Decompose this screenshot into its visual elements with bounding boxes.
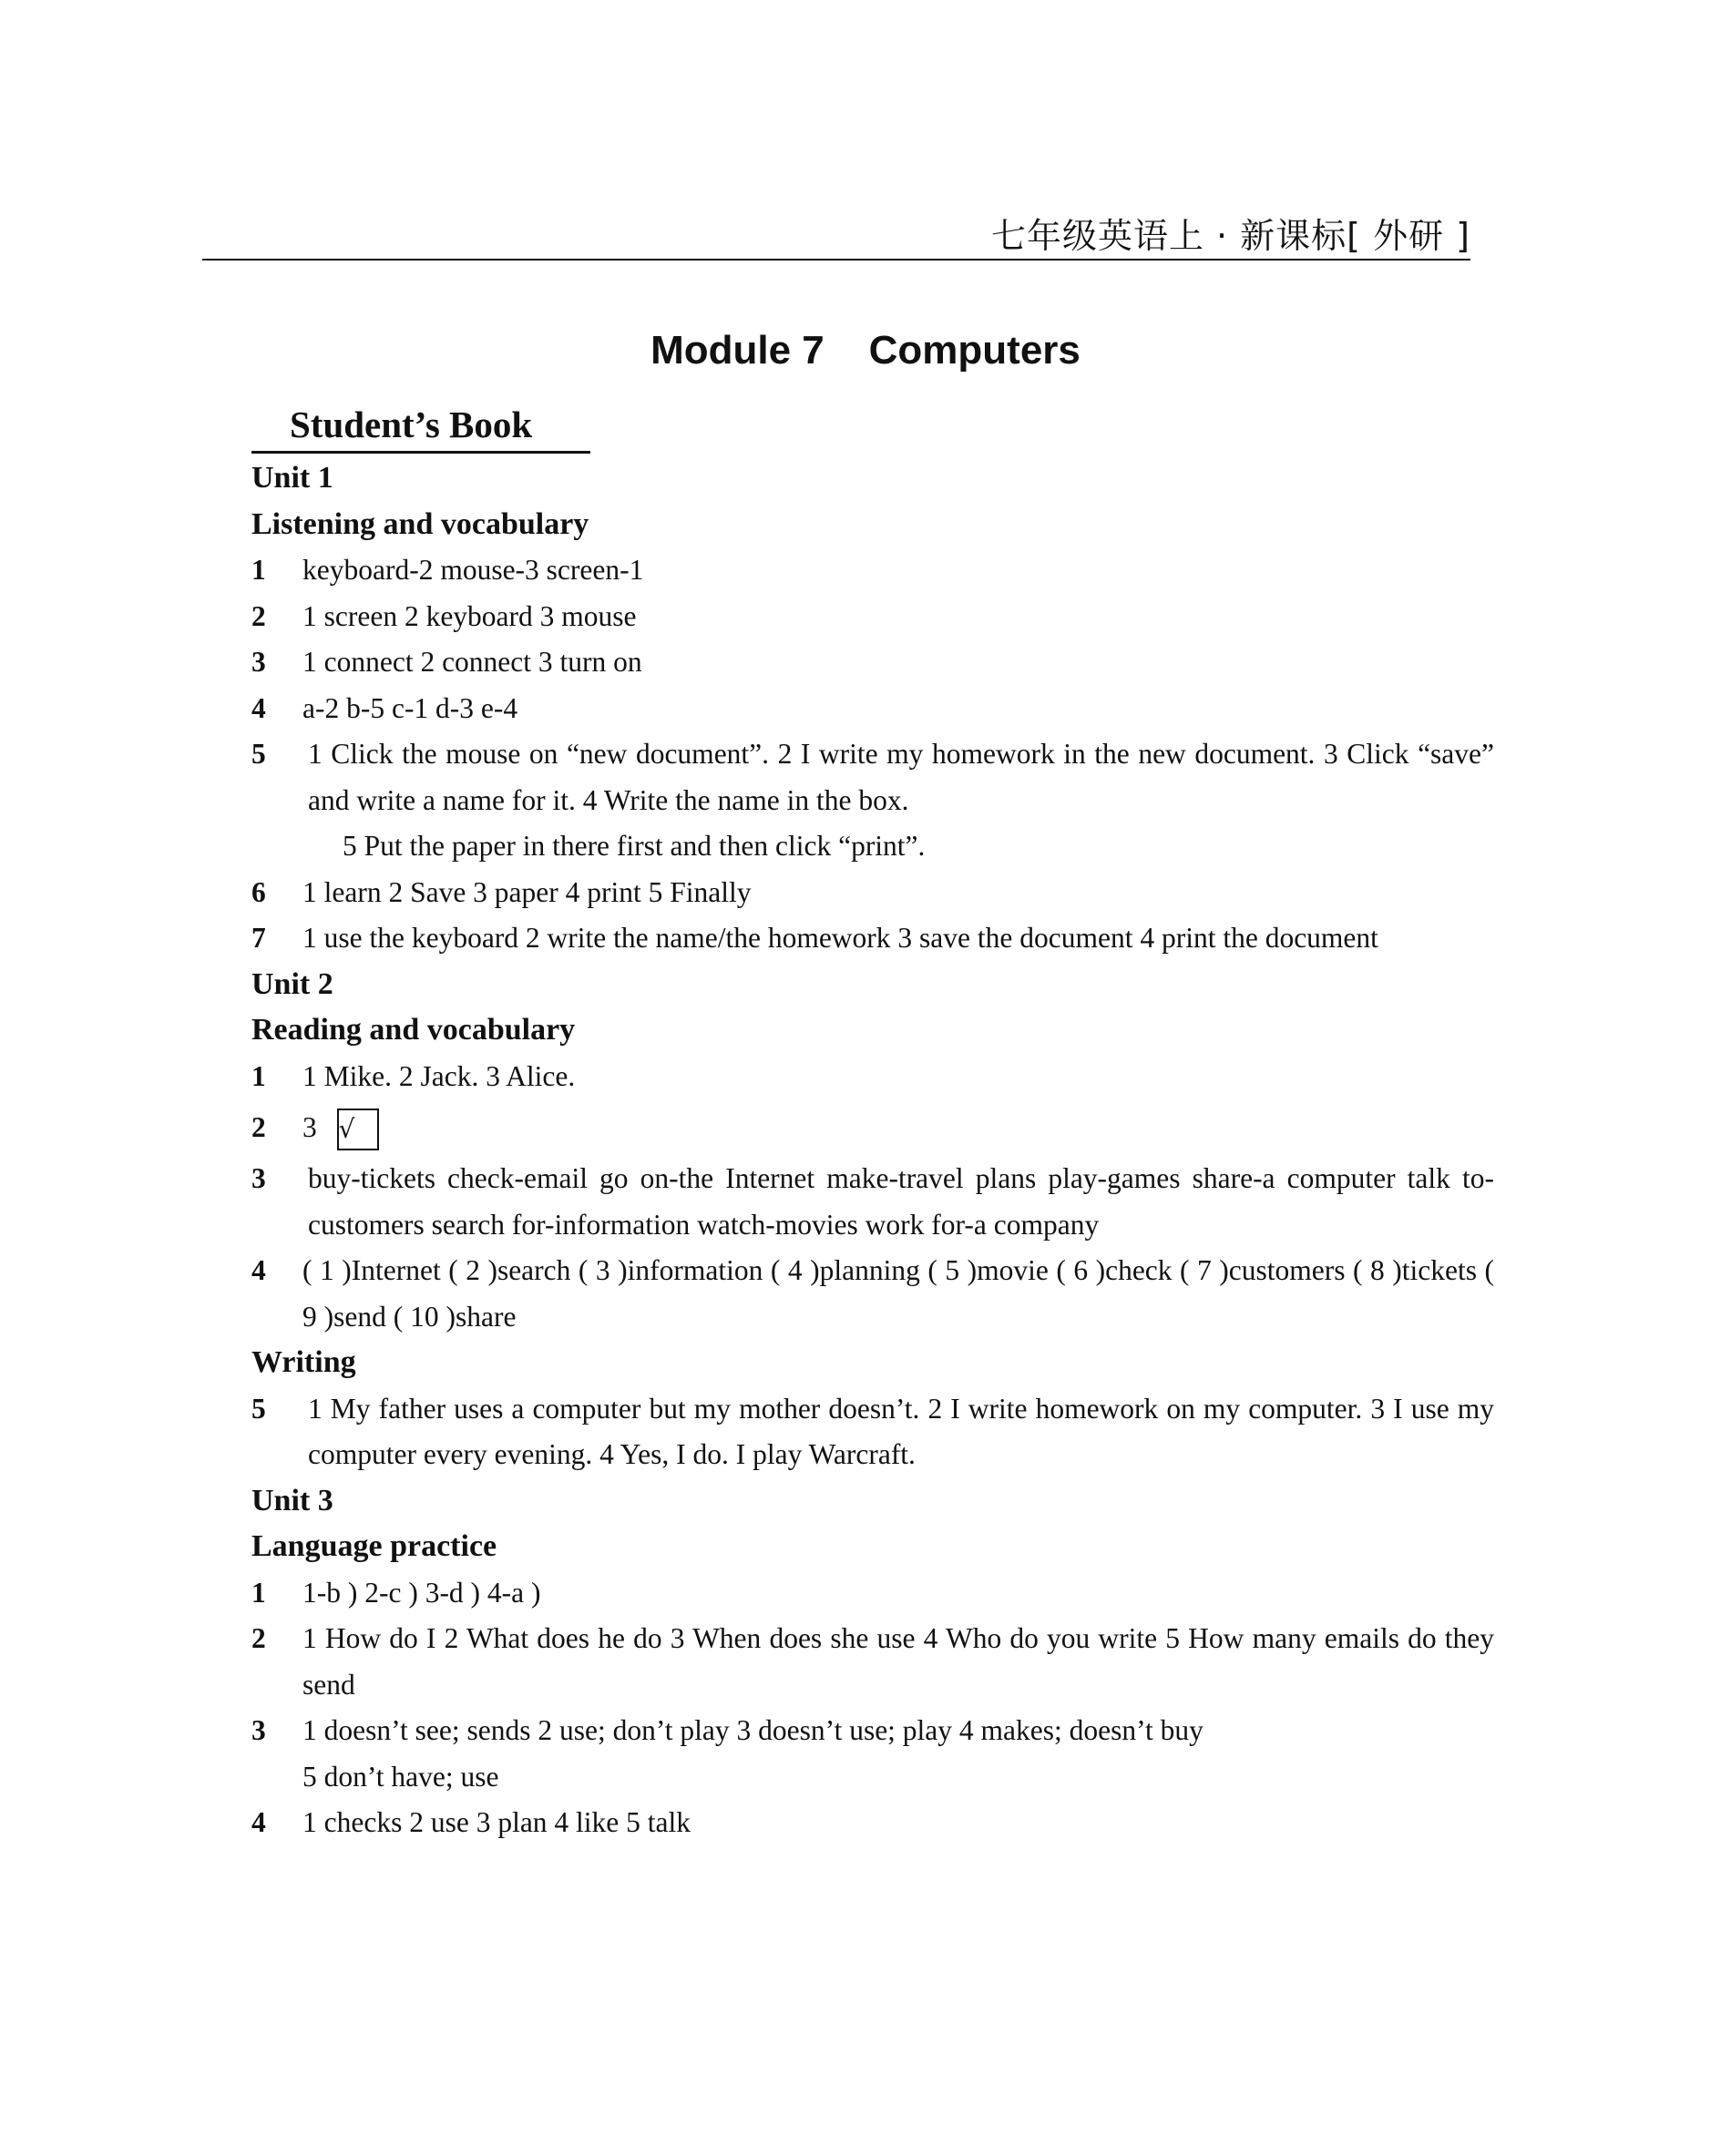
item-answer: 1 connect 2 connect 3 turn on — [302, 646, 642, 678]
item-number: 3 — [251, 1714, 266, 1746]
list-item — [251, 1054, 1494, 1100]
list-item — [251, 1616, 1494, 1708]
unit1-title: Unit 1 — [251, 461, 333, 495]
item-answer-text: 3 — [302, 1110, 317, 1143]
list-item — [251, 686, 1494, 732]
unit1-section: Listening and vocabulary — [251, 506, 589, 541]
answer-content — [251, 455, 1494, 1846]
item-number: 1 — [251, 1576, 266, 1609]
unit2-title: Unit 2 — [251, 966, 333, 1001]
list-item — [251, 1248, 1494, 1340]
page-header: 七年级英语上 · 新课标[ 外研 ] — [990, 216, 1470, 256]
item-answer: 1 Mike. 2 Jack. 3 Alice. — [302, 1059, 576, 1092]
item-number: 4 — [251, 691, 266, 724]
item-number: 4 — [251, 1254, 266, 1286]
item-number: 1 — [251, 1059, 266, 1092]
list-item — [251, 731, 1494, 870]
item-answer: 1 screen 2 keyboard 3 mouse — [302, 599, 637, 632]
unit3-section: Language practice — [251, 1529, 497, 1563]
list-item — [251, 1800, 1494, 1846]
list-item — [251, 1570, 1494, 1617]
list-item — [251, 1708, 1494, 1800]
item-answer: 1-b ) 2-c ) 3-d ) 4-a ) — [302, 1576, 541, 1609]
item-answer: buy-tickets check-email go on-the Internet make-travel plans play-games share-a computer talk to-customers search for-information watch-movies work for-a company — [308, 1162, 1494, 1241]
list-item — [251, 594, 1494, 640]
unit2-section: Reading and vocabulary — [251, 1013, 576, 1047]
item-number: 3 — [251, 646, 266, 678]
list-item — [251, 915, 1494, 962]
item-answer — [302, 731, 1494, 870]
list-item — [251, 1099, 1494, 1156]
list-item — [251, 547, 1494, 594]
item-number: 4 — [251, 1806, 266, 1838]
list-item — [251, 870, 1494, 916]
list-item — [251, 1386, 1494, 1478]
item-number: 1 — [251, 554, 266, 586]
item-answer-part: 1 Click the mouse on “new document”. 2 I write my homework in the new document. 3 Click “save” and write a name for it. 4 Write the name in the box. — [308, 738, 1494, 816]
unit3-title: Unit 3 — [251, 1483, 333, 1517]
checkmark-box-icon: √ — [337, 1109, 379, 1150]
item-answer — [302, 1105, 1494, 1151]
item-number: 6 — [251, 875, 266, 908]
item-answer — [302, 1708, 1494, 1800]
list-item — [251, 639, 1494, 686]
item-answer: 1 use the keyboard 2 write the name/the homework 3 save the document 4 print the document — [302, 922, 1378, 954]
item-answer: ( 1 )Internet ( 2 )search ( 3 )information ( 4 )planning ( 5 )movie ( 6 )check ( 7 )customers ( 8 )tickets ( 9 )send ( 10 )share — [302, 1254, 1494, 1333]
item-answer-continuation: 5 don’t have; use — [302, 1760, 499, 1793]
header-divider — [202, 259, 1470, 261]
item-answer: 1 My father uses a computer but my mother doesn’t. 2 I write homework on my computer. 3 I use my computer every evening. 4 Yes, I do. I play Warcraft. — [308, 1392, 1494, 1470]
module-title: Module 7 Computers — [650, 328, 1081, 373]
item-answer: a-2 b-5 c-1 d-3 e-4 — [302, 691, 518, 724]
book-title: Student’s Book — [290, 404, 533, 445]
item-answer: keyboard-2 mouse-3 screen-1 — [302, 554, 644, 586]
item-number: 2 — [251, 599, 266, 632]
item-number: 5 — [251, 1392, 266, 1425]
item-answer: 1 learn 2 Save 3 paper 4 print 5 Finally — [302, 875, 752, 908]
item-answer: 1 checks 2 use 3 plan 4 like 5 talk — [302, 1806, 691, 1838]
item-number: 7 — [251, 922, 266, 954]
item-answer-continuation: 5 Put the paper in there first and then click “print”. — [343, 830, 926, 862]
item-number: 3 — [251, 1162, 266, 1194]
item-answer-part: 1 doesn’t see; sends 2 use; don’t play 3 doesn’t use; play 4 makes; doesn’t buy — [302, 1714, 1204, 1746]
writing-section: Writing — [251, 1345, 356, 1379]
item-number: 2 — [251, 1622, 266, 1654]
list-item — [251, 1156, 1494, 1248]
item-number: 5 — [251, 738, 266, 770]
item-number: 2 — [251, 1110, 266, 1143]
book-title-underline — [251, 451, 590, 454]
item-answer: 1 How do I 2 What does he do 3 When does she use 4 Who do you write 5 How many emails do they send — [302, 1622, 1494, 1701]
